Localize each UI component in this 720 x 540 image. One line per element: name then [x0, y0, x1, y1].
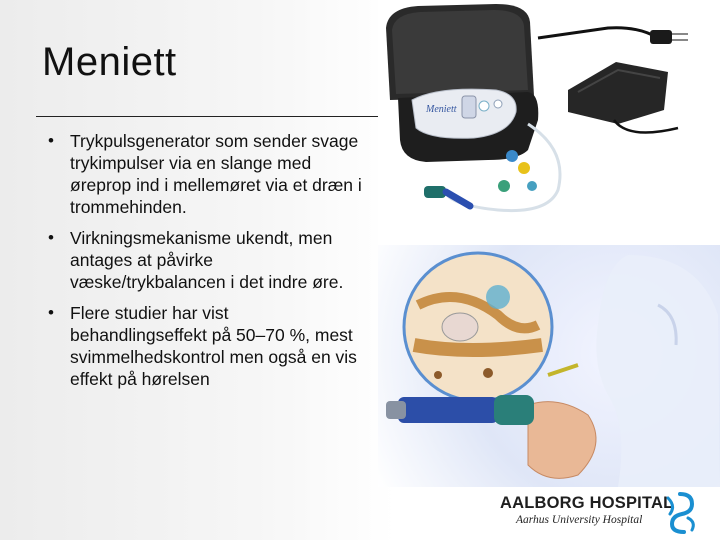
bullet-marker: •	[48, 303, 54, 322]
bullet-item	[44, 130, 362, 218]
ear-anatomy-image	[378, 245, 720, 487]
ear-illustration	[378, 245, 720, 487]
meniett-device-image	[378, 0, 720, 245]
bullet-list	[44, 130, 362, 399]
bullet-text: Flere studier har vist behandlingseffekt på 50–70 %, mest svimmelhedskontrol men også en vis effekt på hørelsen	[70, 303, 357, 389]
hospital-logo	[498, 488, 720, 540]
logo-name: AALBORG HOSPITAL	[500, 494, 674, 512]
logo-subtitle: Aarhus University Hospital	[516, 514, 643, 526]
device-brand-label: Meniett	[426, 104, 457, 115]
bullet-text: Trykpulsgenerator som sender svage trykimpulser via en slange med øreprop ind i mellemøret via et dræn i trommehinden.	[70, 131, 362, 217]
bullet-marker: •	[48, 228, 54, 247]
bullet-text: Virkningsmekanisme ukendt, men antages at påvirke væske/trykbalancen i det indre øre.	[70, 228, 344, 292]
bullet-item	[44, 302, 362, 390]
bullet-item	[44, 227, 362, 293]
device-photo	[378, 0, 720, 245]
hospital-emblem-icon	[656, 488, 704, 536]
title-divider	[36, 116, 382, 117]
slide-title: Meniett	[42, 40, 177, 84]
bullet-marker: •	[48, 131, 54, 150]
